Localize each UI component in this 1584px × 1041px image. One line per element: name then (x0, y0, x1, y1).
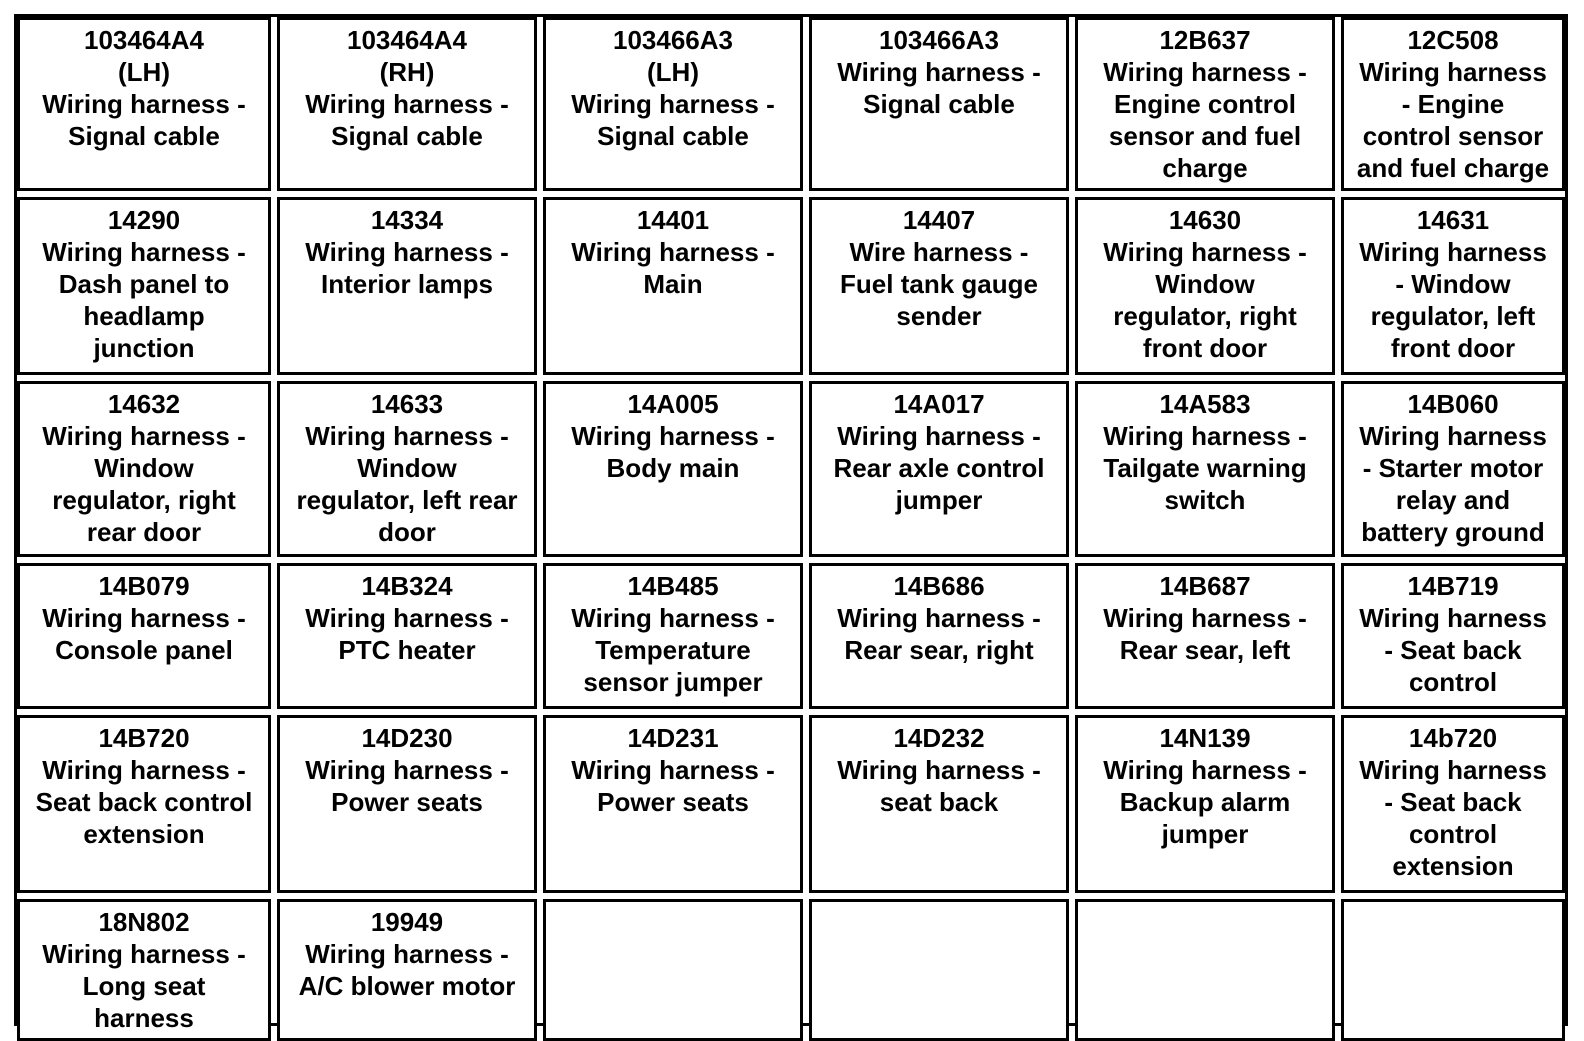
part-side: (LH) (647, 57, 699, 87)
part-code: 12C508 (1407, 25, 1499, 55)
part-description: Wiring harness - Window regulator, right rear door (42, 421, 246, 547)
part-code: 18N802 (98, 907, 190, 937)
table-cell (1075, 381, 1335, 557)
part-code: 14B079 (98, 571, 190, 601)
table-cell (543, 715, 803, 893)
part-description: Wiring harness - Signal cable (837, 57, 1041, 119)
part-description: Wiring harness - Tailgate warning switch (1103, 421, 1307, 515)
part-description: Wiring harness - Power seats (571, 755, 775, 817)
part-description: Wiring harness - Rear sear, right (837, 603, 1041, 665)
table-cell (17, 197, 271, 375)
part-description: Wiring harness - Window regulator, left front door (1359, 237, 1547, 363)
empty-table-cell (543, 899, 803, 1041)
part-code: 14630 (1168, 205, 1242, 235)
table-cell (543, 563, 803, 709)
part-description: Wiring harness - Starter motor relay and battery ground (1359, 421, 1547, 547)
part-description: Wiring harness - Signal cable (305, 89, 509, 151)
part-side: (LH) (118, 57, 170, 87)
table-cell (809, 563, 1069, 709)
part-side: (RH) (379, 57, 435, 87)
part-description: Wiring harness - Rear axle control jumper (833, 421, 1045, 515)
table-cell (277, 197, 537, 375)
part-description: Wiring harness - Seat back control extension (35, 755, 253, 849)
part-description: Wiring harness - Power seats (305, 755, 509, 817)
table-cell (277, 381, 537, 557)
table-cell (1341, 381, 1565, 557)
part-description: Wiring harness - Temperature sensor jumper (571, 603, 775, 697)
part-code: 14B060 (1407, 389, 1499, 419)
part-code: 19949 (370, 907, 444, 937)
table-cell (17, 381, 271, 557)
table-cell (277, 899, 537, 1041)
table-cell (17, 563, 271, 709)
part-description: Wiring harness - Console panel (42, 603, 246, 665)
part-code: 14290 (107, 205, 181, 235)
table-cell (809, 197, 1069, 375)
part-code: 14632 (107, 389, 181, 419)
part-code: 103466A3 (879, 25, 999, 55)
table-cell (277, 715, 537, 893)
part-code: 14633 (370, 389, 444, 419)
part-code: 14B485 (627, 571, 719, 601)
table-cell (1341, 17, 1565, 191)
table-cell (1075, 715, 1335, 893)
part-description: Wiring harness - A/C blower motor (298, 939, 516, 1001)
part-description: Wiring harness - Long seat harness (42, 939, 246, 1033)
part-code: 14D232 (893, 723, 985, 753)
part-description: Wiring harness - Interior lamps (305, 237, 509, 299)
part-code: 14334 (370, 205, 444, 235)
part-description: Wiring harness - PTC heater (305, 603, 509, 665)
table-cell (1341, 715, 1565, 893)
part-code: 14631 (1416, 205, 1490, 235)
part-code: 14A583 (1159, 389, 1251, 419)
wiring-harness-table (17, 17, 1565, 1033)
table-cell (277, 563, 537, 709)
part-description: Wiring harness - Seat back control extension (1359, 755, 1547, 881)
table-cell (1075, 197, 1335, 375)
part-code: 103464A4 (347, 25, 467, 55)
part-code: 14D231 (627, 723, 719, 753)
table-cell (1075, 17, 1335, 191)
part-code: 14N139 (1159, 723, 1251, 753)
empty-table-cell (1341, 899, 1565, 1041)
part-description: Wiring harness - Window regulator, left rear door (296, 421, 518, 547)
empty-table-cell (1075, 899, 1335, 1041)
part-code: 14B687 (1159, 571, 1251, 601)
part-description: Wiring harness - Main (571, 237, 775, 299)
part-description: Wiring harness - Signal cable (42, 89, 246, 151)
part-description: Wiring harness - Seat back control (1359, 603, 1547, 697)
table-cell (543, 17, 803, 191)
part-description: Wire harness - Fuel tank gauge sender (840, 237, 1038, 331)
part-code: 14401 (636, 205, 710, 235)
part-code: 14B686 (893, 571, 985, 601)
table-cell (17, 17, 271, 191)
part-description: Wiring harness - Engine control sensor and fuel charge (1356, 57, 1550, 183)
part-code: 14D230 (361, 723, 453, 753)
part-description: Wiring harness - Body main (571, 421, 775, 483)
part-description: Wiring harness - Signal cable (571, 89, 775, 151)
part-code: 12B637 (1159, 25, 1251, 55)
table-cell (809, 381, 1069, 557)
part-description: Wiring harness - Window regulator, right front door (1103, 237, 1307, 363)
part-description: Wiring harness - seat back (837, 755, 1041, 817)
part-code: 14407 (902, 205, 976, 235)
part-code: 14B324 (361, 571, 453, 601)
table-cell (1341, 197, 1565, 375)
part-description: Wiring harness - Backup alarm jumper (1103, 755, 1307, 849)
part-description: Wiring harness - Engine control sensor and fuel charge (1103, 57, 1307, 183)
table-cell (17, 715, 271, 893)
table-cell (543, 381, 803, 557)
table-cell (809, 17, 1069, 191)
part-code: 14A005 (627, 389, 719, 419)
table-cell (1075, 563, 1335, 709)
table-cell (17, 899, 271, 1041)
part-code: 14A017 (893, 389, 985, 419)
part-code: 14b720 (1408, 723, 1498, 753)
part-code: 103464A4 (84, 25, 204, 55)
table-cell (809, 715, 1069, 893)
part-code: 14B720 (98, 723, 190, 753)
table-cell (277, 17, 537, 191)
empty-table-cell (809, 899, 1069, 1041)
table-cell (1341, 563, 1565, 709)
part-description: Wiring harness - Dash panel to headlamp junction (42, 237, 246, 363)
table-cell (543, 197, 803, 375)
part-code: 103466A3 (613, 25, 733, 55)
part-code: 14B719 (1407, 571, 1499, 601)
part-description: Wiring harness - Rear sear, left (1103, 603, 1307, 665)
